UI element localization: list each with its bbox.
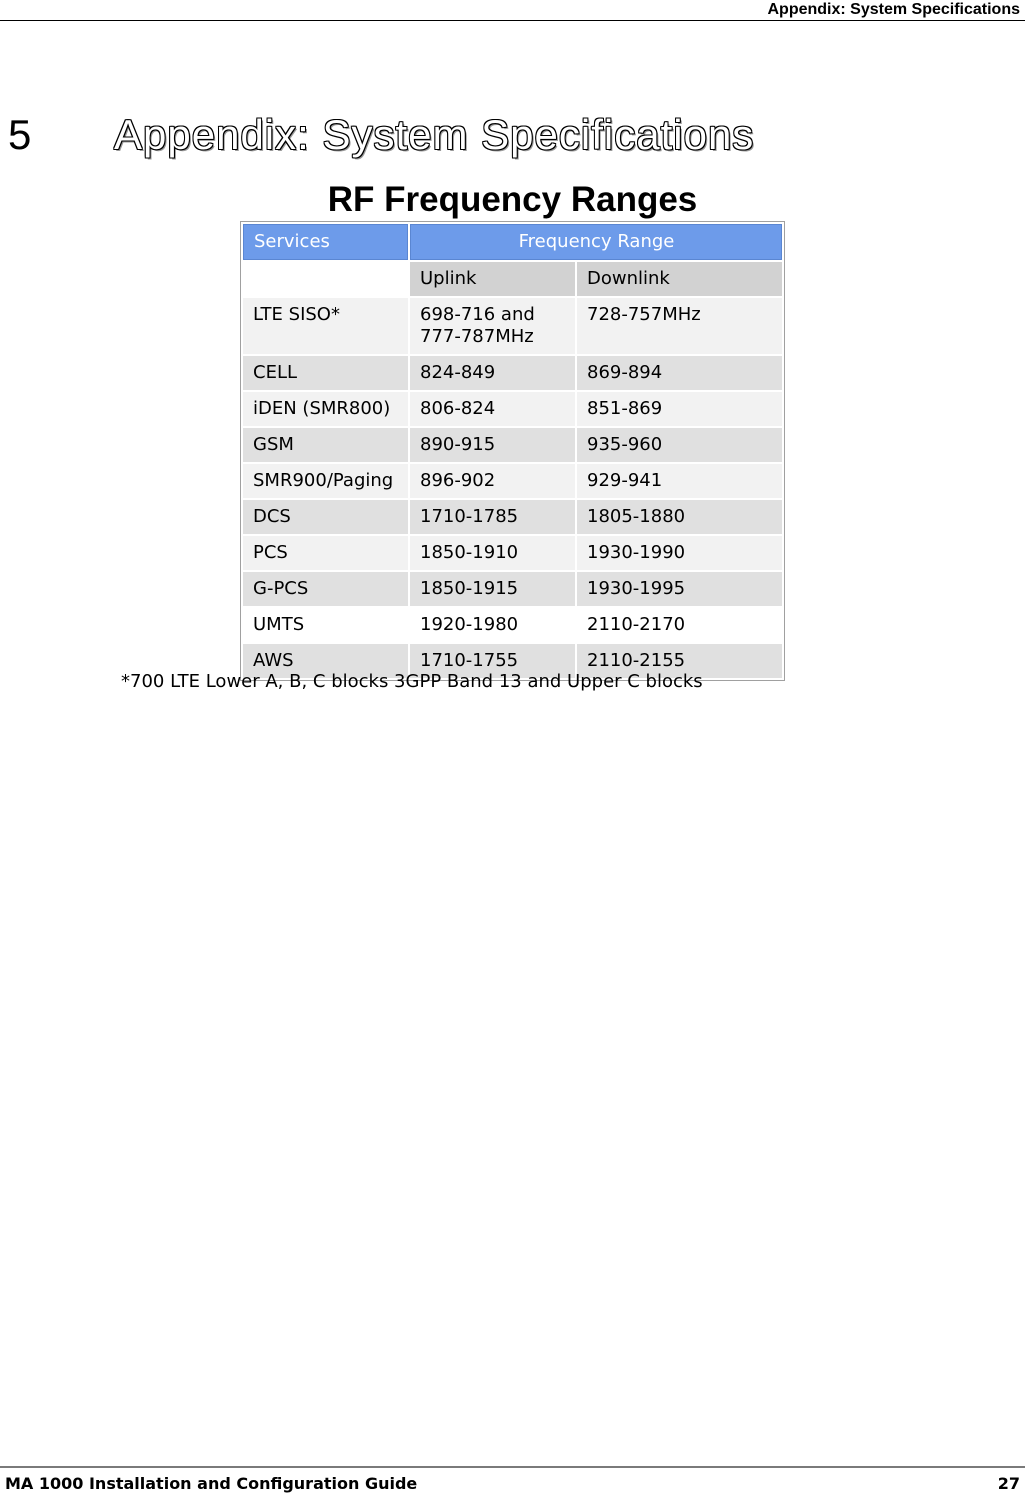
downlink-cell: 728-757MHz xyxy=(577,298,782,354)
header-downlink: Downlink xyxy=(577,262,782,296)
running-header: Appendix: System Specifications xyxy=(767,1,1020,18)
service-cell: CELL xyxy=(243,356,408,390)
downlink-cell: 935-960 xyxy=(577,428,782,462)
table-row xyxy=(243,464,782,498)
downlink-cell: 869-894 xyxy=(577,356,782,390)
service-cell: G-PCS xyxy=(243,572,408,606)
downlink-cell: 1805-1880 xyxy=(577,500,782,534)
service-cell: AWS xyxy=(243,644,408,678)
service-cell: LTE SISO* xyxy=(243,298,408,354)
table-subheader-row xyxy=(243,262,782,296)
downlink-cell: 2110-2155 xyxy=(577,644,782,678)
service-cell: GSM xyxy=(243,428,408,462)
header-uplink: Uplink xyxy=(410,262,575,296)
table-row xyxy=(243,356,782,390)
uplink-cell: 1850-1915 xyxy=(410,572,575,606)
table-row xyxy=(243,608,782,642)
uplink-cell: 1850-1910 xyxy=(410,536,575,570)
service-cell: SMR900/Paging xyxy=(243,464,408,498)
footer-document-title: MA 1000 Installation and Configuration Guide xyxy=(5,1474,418,1493)
chapter-title: Appendix: System Specifications xyxy=(114,111,755,158)
service-cell: DCS xyxy=(243,500,408,534)
header-blank-cell xyxy=(243,262,408,296)
header-rule xyxy=(0,20,1025,21)
downlink-cell: 2110-2170 xyxy=(577,608,782,642)
downlink-cell: 1930-1990 xyxy=(577,536,782,570)
rf-frequency-table xyxy=(240,221,785,681)
uplink-cell: 806-824 xyxy=(410,392,575,426)
table-row xyxy=(243,392,782,426)
service-cell: UMTS xyxy=(243,608,408,642)
chapter-number: 5 xyxy=(8,111,32,158)
header-frequency-range: Frequency Range xyxy=(410,224,782,260)
footer-page-number: 27 xyxy=(997,1474,1020,1493)
table-title: RF Frequency Ranges xyxy=(327,180,698,219)
table-header-row xyxy=(243,224,782,260)
table-row xyxy=(243,536,782,570)
uplink-cell: 1710-1785 xyxy=(410,500,575,534)
uplink-cell: 824-849 xyxy=(410,356,575,390)
header-services: Services xyxy=(243,224,408,260)
uplink-cell: 1710-1755 xyxy=(410,644,575,678)
table-row xyxy=(243,572,782,606)
table-row xyxy=(243,298,782,354)
uplink-cell: 896-902 xyxy=(410,464,575,498)
service-cell: iDEN (SMR800) xyxy=(243,392,408,426)
table-row xyxy=(243,428,782,462)
uplink-cell: 1920-1980 xyxy=(410,608,575,642)
table-row xyxy=(243,500,782,534)
downlink-cell: 851-869 xyxy=(577,392,782,426)
table-footnote: *700 LTE Lower A, B, C blocks 3GPP Band 13 and Upper C blocks xyxy=(121,671,703,692)
uplink-cell: 698-716 and 777-787MHz xyxy=(410,298,575,354)
footer-rule xyxy=(0,1466,1025,1468)
downlink-cell: 929-941 xyxy=(577,464,782,498)
downlink-cell: 1930-1995 xyxy=(577,572,782,606)
uplink-cell: 890-915 xyxy=(410,428,575,462)
service-cell: PCS xyxy=(243,536,408,570)
